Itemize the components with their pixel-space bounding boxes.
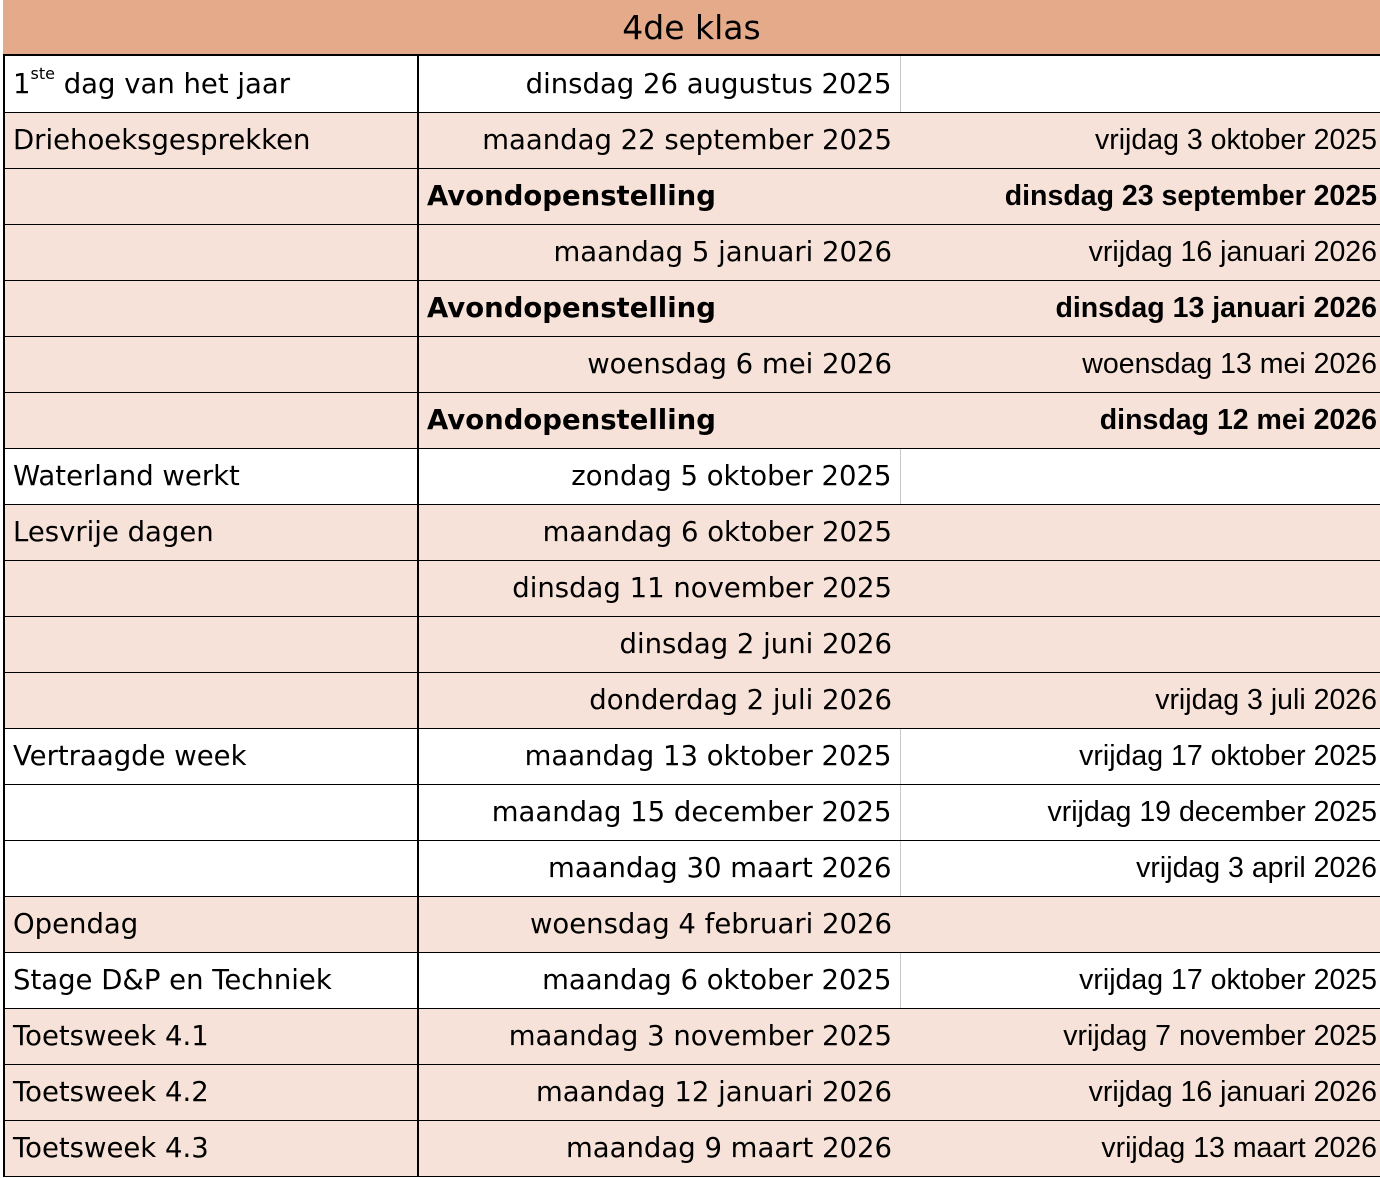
event-label-cell xyxy=(4,672,418,728)
end-date-cell: vrijdag 16 januari 2026 xyxy=(900,224,1380,280)
table-row xyxy=(4,168,1380,224)
table-row xyxy=(4,896,1380,952)
event-label-cell xyxy=(4,280,418,336)
end-date-cell: vrijdag 16 januari 2026 xyxy=(900,1064,1380,1120)
end-date-cell xyxy=(900,504,1380,560)
start-date-cell: maandag 3 november 2025 xyxy=(418,1008,900,1064)
evening-opening-label: Avondopenstelling xyxy=(418,392,900,448)
table-row xyxy=(4,448,1380,504)
start-date-cell: maandag 5 januari 2026 xyxy=(418,224,900,280)
end-date-cell: vrijdag 17 oktober 2025 xyxy=(900,728,1380,784)
event-label-cell: Opendag xyxy=(4,896,418,952)
start-date-cell: maandag 12 januari 2026 xyxy=(418,1064,900,1120)
event-label-cell: Vertraagde week xyxy=(4,728,418,784)
table-row xyxy=(4,672,1380,728)
table-row xyxy=(4,56,1380,112)
event-label-cell: Toetsweek 4.1 xyxy=(4,1008,418,1064)
table-row xyxy=(4,952,1380,1008)
table-row xyxy=(4,1064,1380,1120)
end-date-cell: dinsdag 12 mei 2026 xyxy=(900,392,1380,448)
end-date-cell: dinsdag 23 september 2025 xyxy=(900,168,1380,224)
event-label-cell xyxy=(4,392,418,448)
table-row xyxy=(4,1120,1380,1176)
end-date-cell: vrijdag 19 december 2025 xyxy=(900,784,1380,840)
end-date-cell xyxy=(900,616,1380,672)
table-row xyxy=(4,112,1380,168)
start-date-cell: dinsdag 2 juni 2026 xyxy=(418,616,900,672)
schedule-sheet xyxy=(3,0,1380,1177)
event-label: 1 xyxy=(13,67,31,100)
start-date-cell: zondag 5 oktober 2025 xyxy=(418,448,900,504)
end-date-cell: vrijdag 3 april 2026 xyxy=(900,840,1380,896)
start-date-cell: maandag 13 oktober 2025 xyxy=(418,728,900,784)
event-label-cell xyxy=(4,56,418,112)
start-date-cell: donderdag 2 juli 2026 xyxy=(418,672,900,728)
event-label-cell: Stage D&P en Techniek xyxy=(4,952,418,1008)
evening-opening-label: Avondopenstelling xyxy=(418,280,900,336)
start-date-cell: maandag 6 oktober 2025 xyxy=(418,504,900,560)
end-date-cell: vrijdag 7 november 2025 xyxy=(900,1008,1380,1064)
table-row xyxy=(4,784,1380,840)
table-row xyxy=(4,840,1380,896)
end-date-cell: woensdag 13 mei 2026 xyxy=(900,336,1380,392)
evening-opening-label: Avondopenstelling xyxy=(418,168,900,224)
event-label-cell: Toetsweek 4.3 xyxy=(4,1120,418,1176)
table-row xyxy=(4,616,1380,672)
event-label-cell xyxy=(4,784,418,840)
end-date-cell: vrijdag 13 maart 2026 xyxy=(900,1120,1380,1176)
start-date-cell: maandag 6 oktober 2025 xyxy=(418,952,900,1008)
end-date-cell: dinsdag 13 januari 2026 xyxy=(900,280,1380,336)
table-row xyxy=(4,224,1380,280)
event-label-cell xyxy=(4,168,418,224)
start-date-cell: maandag 9 maart 2026 xyxy=(418,1120,900,1176)
table-row xyxy=(4,336,1380,392)
table-row xyxy=(4,392,1380,448)
event-label-cell xyxy=(4,336,418,392)
event-label-cell xyxy=(4,560,418,616)
start-date-cell: woensdag 4 februari 2026 xyxy=(418,896,900,952)
table-row xyxy=(4,1008,1380,1064)
schedule-table xyxy=(3,56,1380,1177)
end-date-cell xyxy=(900,56,1380,112)
table-row xyxy=(4,280,1380,336)
event-label-rest: dag van het jaar xyxy=(54,67,291,100)
start-date-cell: dinsdag 11 november 2025 xyxy=(418,560,900,616)
start-date-cell: maandag 15 december 2025 xyxy=(418,784,900,840)
table-row xyxy=(4,728,1380,784)
schedule-rows xyxy=(4,56,1380,1176)
start-date-cell: maandag 22 september 2025 xyxy=(418,112,900,168)
event-label-cell: Toetsweek 4.2 xyxy=(4,1064,418,1120)
event-label-cell: Driehoeksgesprekken xyxy=(4,112,418,168)
end-date-cell: vrijdag 3 juli 2026 xyxy=(900,672,1380,728)
end-date-cell: vrijdag 17 oktober 2025 xyxy=(900,952,1380,1008)
event-label-cell: Lesvrije dagen xyxy=(4,504,418,560)
event-label-cell xyxy=(4,616,418,672)
end-date-cell xyxy=(900,448,1380,504)
start-date-cell: dinsdag 26 augustus 2025 xyxy=(418,56,900,112)
end-date-cell xyxy=(900,896,1380,952)
table-row xyxy=(4,560,1380,616)
event-label-cell xyxy=(4,224,418,280)
event-label-cell: Waterland werkt xyxy=(4,448,418,504)
event-label-cell xyxy=(4,840,418,896)
start-date-cell: maandag 30 maart 2026 xyxy=(418,840,900,896)
end-date-cell: vrijdag 3 oktober 2025 xyxy=(900,112,1380,168)
end-date-cell xyxy=(900,560,1380,616)
start-date-cell: woensdag 6 mei 2026 xyxy=(418,336,900,392)
sheet-title: 4de klas xyxy=(3,0,1380,56)
event-label-superscript: ste xyxy=(30,63,55,83)
table-row xyxy=(4,504,1380,560)
